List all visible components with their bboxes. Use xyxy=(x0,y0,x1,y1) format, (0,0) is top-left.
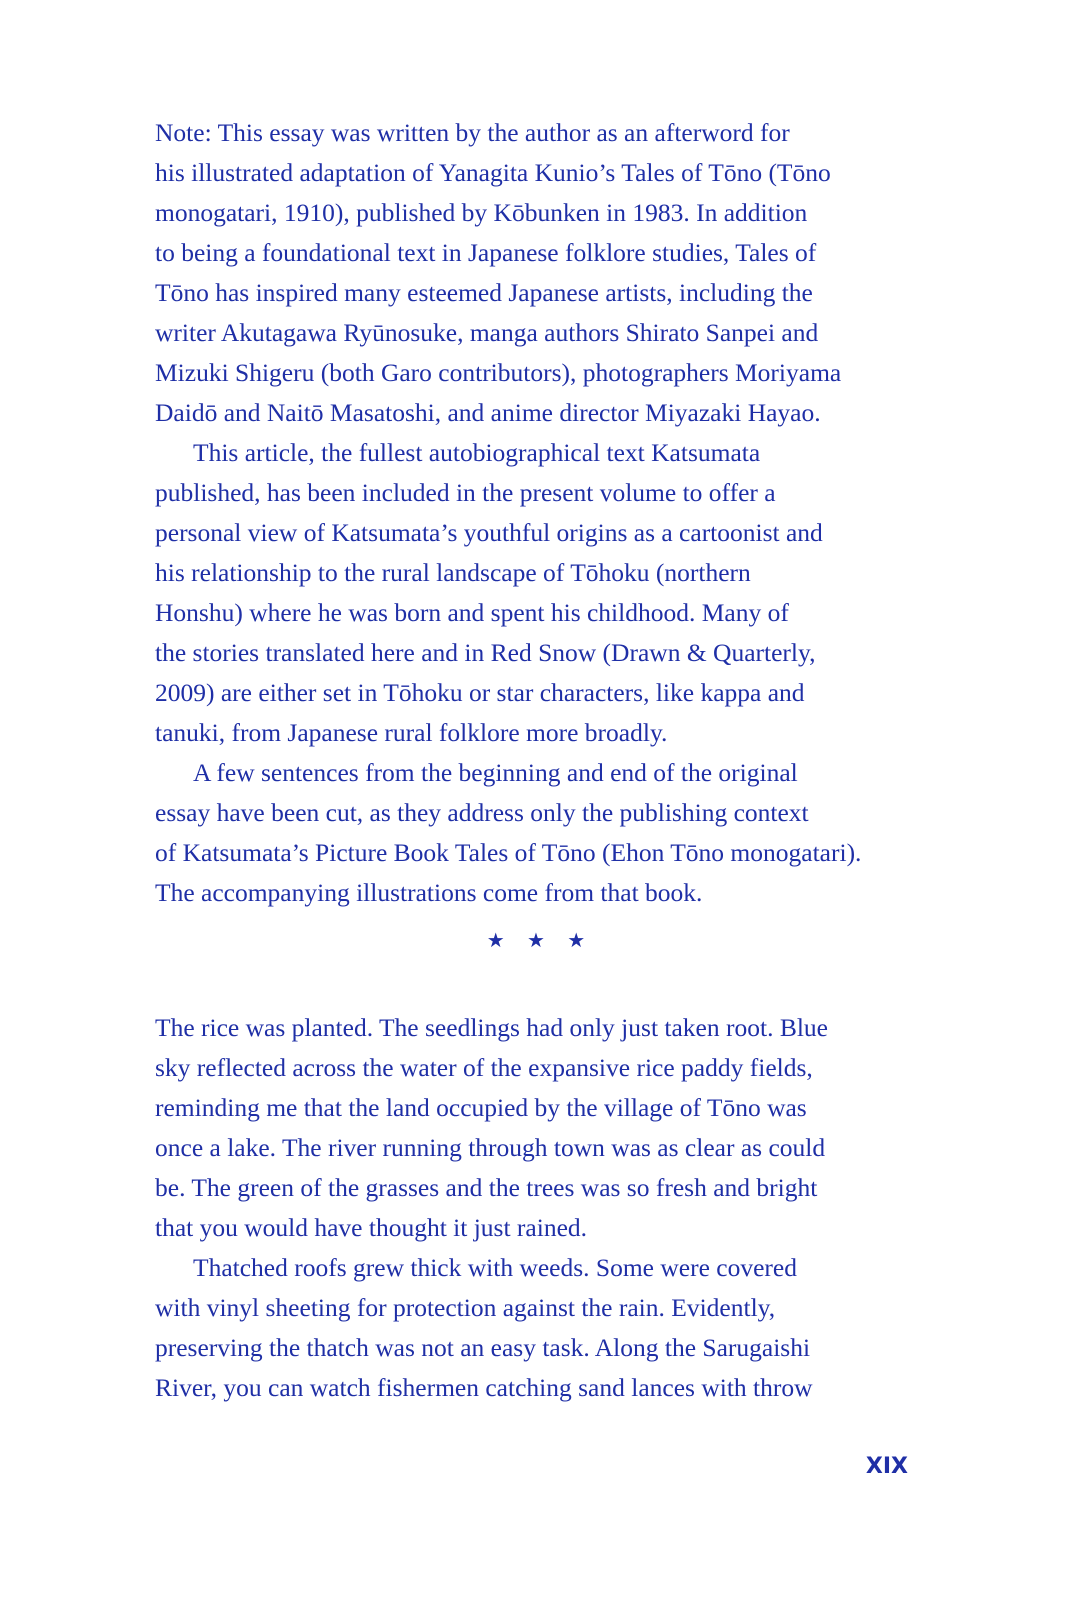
section-break-ornament: ★ ★ ★ xyxy=(486,928,594,952)
text-line: essay have been cut, as they address only the publishing context xyxy=(155,798,809,827)
text-line: River, you can watch fishermen catching sand lances with throw xyxy=(155,1373,813,1402)
text-line: Note: This essay was written by the author as an afterword for xyxy=(155,118,790,147)
text-line: published, has been included in the present volume to offer a xyxy=(155,478,776,507)
text-line: tanuki, from Japanese rural folklore more broadly. xyxy=(155,718,668,747)
text-line: of Katsumata’s Picture Book Tales of Tōno (Ehon Tōno monogatari). xyxy=(155,838,862,867)
text-line: his relationship to the rural landscape of Tōhoku (northern xyxy=(155,558,751,587)
text-line: reminding me that the land occupied by the village of Tōno was xyxy=(155,1093,807,1122)
text-line: his illustrated adaptation of Yanagita Kunio’s Tales of Tōno (Tōno xyxy=(155,158,831,187)
text-line: personal view of Katsumata’s youthful origins as a cartoonist and xyxy=(155,518,823,547)
text-line: The accompanying illustrations come from that book. xyxy=(155,878,703,907)
text-line: writer Akutagawa Ryūnosuke, manga authors Shirato Sanpei and xyxy=(155,318,819,347)
text-line: sky reflected across the water of the expansive rice paddy fields, xyxy=(155,1053,813,1082)
text-line: 2009) are either set in Tōhoku or star characters, like kappa and xyxy=(155,678,805,707)
text-line: Mizuki Shigeru (both Garo contributors), photographers Moriyama xyxy=(155,358,842,387)
essay-body xyxy=(155,1008,930,1408)
text-line: Tōno has inspired many esteemed Japanese artists, including the xyxy=(155,278,813,307)
text-line: be. The green of the grasses and the trees was so fresh and bright xyxy=(155,1173,818,1202)
text-line: to being a foundational text in Japanese folklore studies, Tales of xyxy=(155,238,817,267)
text-line: monogatari, 1910), published by Kōbunken in 1983. In addition xyxy=(155,198,808,227)
text-line: Daidō and Naitō Masatoshi, and anime director Miyazaki Hayao. xyxy=(155,398,821,427)
text-line: preserving the thatch was not an easy task. Along the Sarugaishi xyxy=(155,1333,811,1362)
page-number: XIX xyxy=(865,1454,908,1479)
text-line: A few sentences from the beginning and end of the original xyxy=(193,758,798,787)
text-line: once a lake. The river running through town was as clear as could xyxy=(155,1133,826,1162)
translator-note xyxy=(155,113,930,913)
text-line: the stories translated here and in Red Snow (Drawn & Quarterly, xyxy=(155,638,816,667)
text-line: with vinyl sheeting for protection against the rain. Evidently, xyxy=(155,1293,776,1322)
text-line: The rice was planted. The seedlings had only just taken root. Blue xyxy=(155,1013,828,1042)
text-line: Honshu) where he was born and spent his childhood. Many of xyxy=(155,598,789,627)
text-line: Thatched roofs grew thick with weeds. Some were covered xyxy=(193,1253,797,1282)
text-line: that you would have thought it just rained. xyxy=(155,1213,588,1242)
text-line: This article, the fullest autobiographical text Katsumata xyxy=(193,438,761,467)
